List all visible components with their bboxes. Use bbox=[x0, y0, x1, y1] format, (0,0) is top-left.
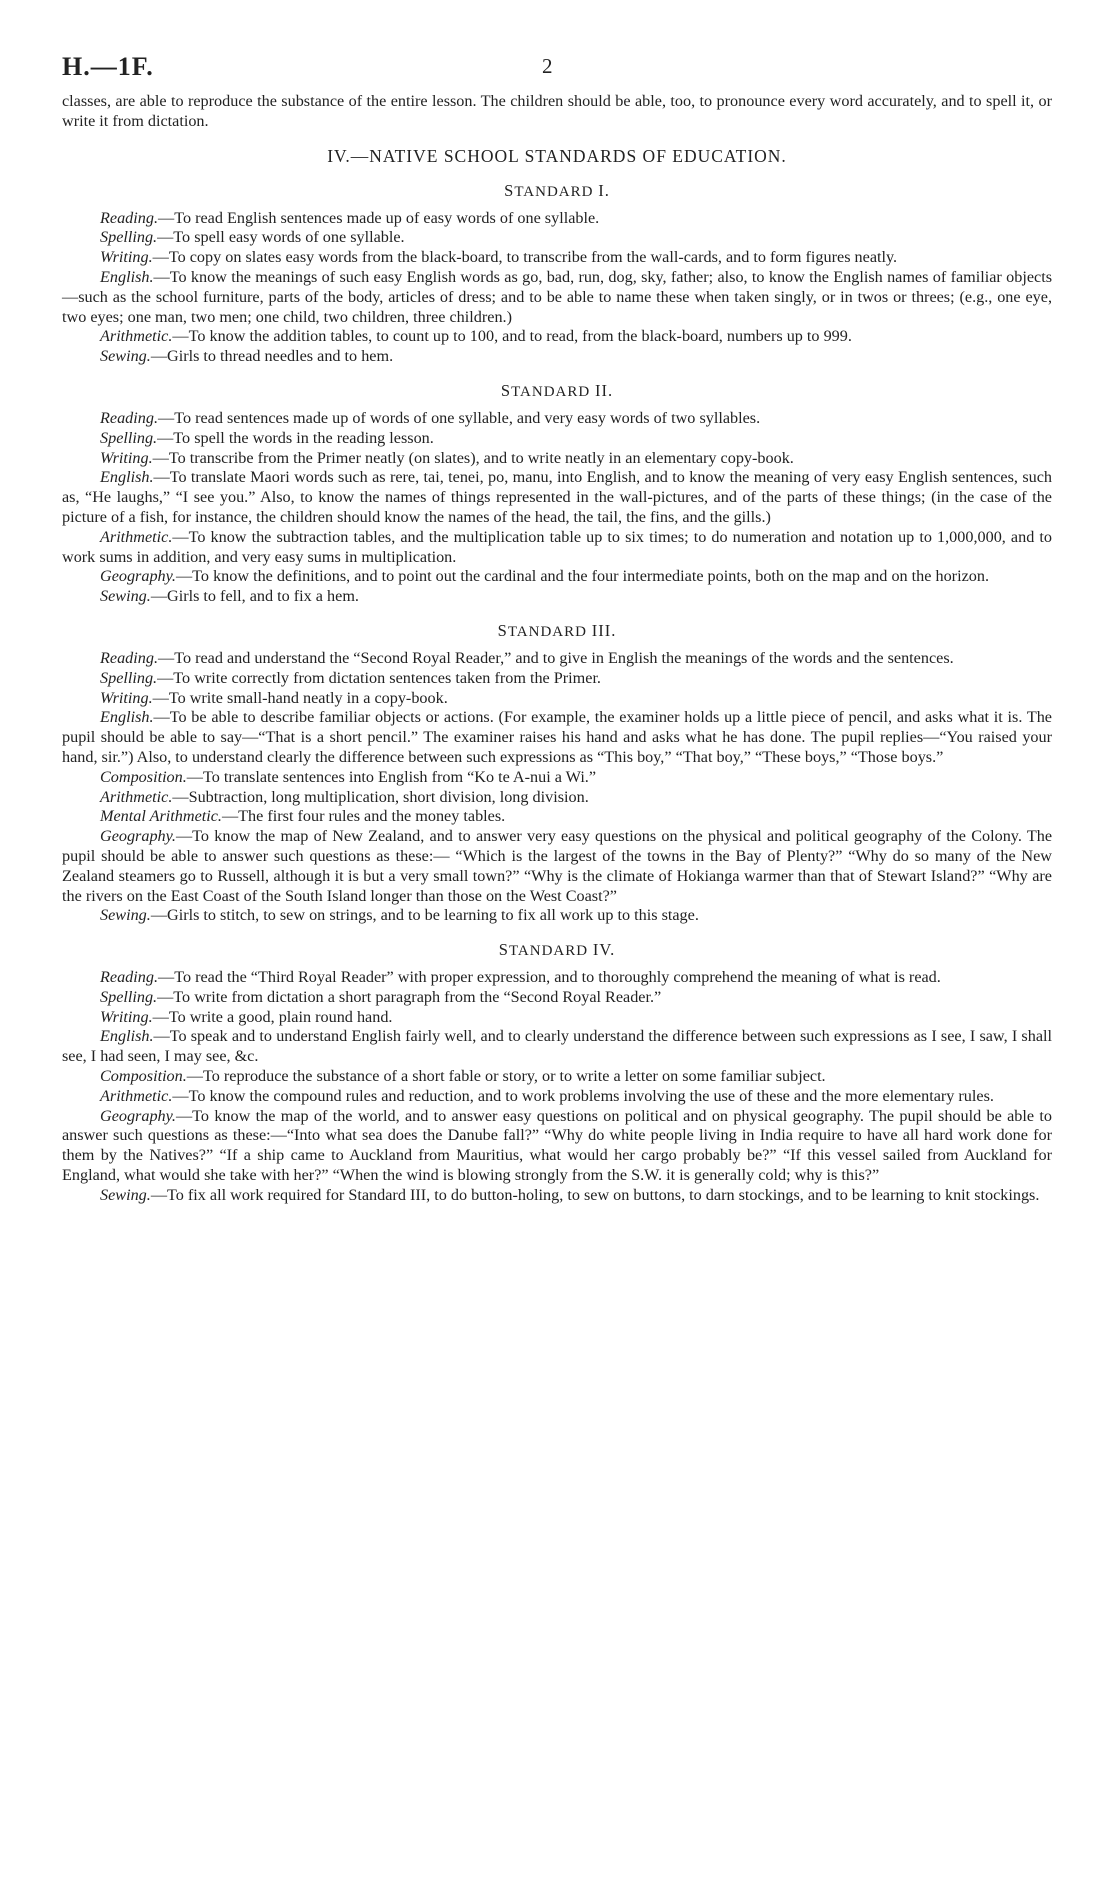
subject-label: English. bbox=[100, 708, 154, 727]
subject-label: Sewing. bbox=[100, 1185, 151, 1204]
subject-label: Writing. bbox=[100, 688, 153, 707]
subject-label: Geography. bbox=[100, 567, 176, 586]
standard-section bbox=[62, 381, 1052, 607]
requirement-text: —To know the compound rules and reduction, and to work problems involving the use of these and the more elementary rules. bbox=[172, 1086, 994, 1105]
requirement-paragraph bbox=[62, 708, 1052, 767]
requirement-paragraph bbox=[62, 468, 1052, 527]
requirement-text: —To know the meanings of such easy English words as go, bad, run, dog, sky, father; also, to know the English names of familiar objects—such as the school furniture, parts of the body, articles of dress; and to be able to name these when taken singly, or in twos or threes; (e.g., one eye, two eyes; one man, two men; one child, two children, three children.) bbox=[62, 267, 1052, 326]
subject-label: Writing. bbox=[100, 1007, 153, 1026]
requirement-text: —To know the addition tables, to count up to 100, and to read, from the black-board, numbers up to 999. bbox=[172, 327, 852, 346]
requirement-paragraph bbox=[62, 768, 1052, 788]
standard-section bbox=[62, 181, 1052, 367]
subject-label: Reading. bbox=[100, 408, 158, 427]
requirement-paragraph bbox=[62, 1067, 1052, 1087]
subject-label: Sewing. bbox=[100, 587, 151, 606]
subject-label: Sewing. bbox=[100, 347, 151, 366]
requirement-paragraph bbox=[62, 429, 1052, 449]
standard-heading: STANDARD II. bbox=[500, 380, 614, 400]
requirement-text: —To reproduce the substance of a short fable or story, or to write a letter on some familiar subject. bbox=[186, 1067, 826, 1086]
subject-label: Spelling. bbox=[100, 228, 158, 247]
requirement-paragraph bbox=[62, 988, 1052, 1008]
requirement-paragraph bbox=[62, 248, 1052, 268]
requirement-text: —To read English sentences made up of easy words of one syllable. bbox=[158, 208, 600, 227]
requirement-paragraph bbox=[62, 327, 1052, 347]
subject-label: Geography. bbox=[100, 1106, 176, 1125]
requirement-paragraph bbox=[62, 587, 1052, 607]
requirement-text: —To read and understand the “Second Royal Reader,” and to give in English the meanings of the words and the sentences. bbox=[158, 648, 954, 667]
subject-label: Spelling. bbox=[100, 428, 158, 447]
subject-label: Geography. bbox=[100, 827, 176, 846]
subject-label: Writing. bbox=[100, 448, 153, 467]
subject-label: Arithmetic. bbox=[100, 527, 173, 546]
subject-label: Mental Arithmetic. bbox=[100, 807, 222, 826]
document-reference: H.—1F. bbox=[62, 52, 154, 81]
subject-label: Reading. bbox=[100, 648, 158, 667]
page-number: 2 bbox=[542, 54, 553, 78]
subject-label: Reading. bbox=[100, 968, 158, 987]
subject-label: English. bbox=[100, 1027, 154, 1046]
standard-section bbox=[62, 940, 1052, 1206]
requirement-text: —To write from dictation a short paragraph from the “Second Royal Reader.” bbox=[157, 987, 662, 1006]
subject-label: Spelling. bbox=[100, 987, 158, 1006]
subject-label: Arithmetic. bbox=[100, 1086, 173, 1105]
running-header bbox=[62, 52, 1052, 92]
requirement-text: —Subtraction, long multiplication, short division, long division. bbox=[172, 787, 589, 806]
requirement-paragraph bbox=[62, 228, 1052, 248]
requirement-text: —To read the “Third Royal Reader” with proper expression, and to thoroughly comprehend the meaning of what is read. bbox=[158, 968, 941, 987]
standard-section bbox=[62, 621, 1052, 926]
requirement-paragraph bbox=[62, 1186, 1052, 1206]
requirement-text: —The first four rules and the money tables. bbox=[221, 807, 506, 826]
requirement-text: —To translate sentences into English from “Ko te A-nui a Wi.” bbox=[186, 767, 597, 786]
document-page bbox=[62, 52, 1052, 1206]
subject-label: Composition. bbox=[100, 767, 187, 786]
requirement-text: —To write correctly from dictation sentences taken from the Primer. bbox=[157, 668, 601, 687]
requirement-paragraph bbox=[62, 209, 1052, 229]
requirement-paragraph bbox=[62, 1107, 1052, 1186]
requirement-text: —To know the map of New Zealand, and to answer very easy questions on the physical and political geography of the Colony. The pupil should be able to answer such questions as these:— “Which is the largest of the towns in the Bay of Plenty?” “Why do so many of the New Zealand steamers go to Russell, although it is but a very small town?” “Why is the climate of Hokianga warmer than that of Stewart Island?” “Why are the rivers on the East Coast of the South Island longer than those on the West Coast?” bbox=[62, 827, 1052, 905]
requirement-text: —To know the subtraction tables, and the multiplication table up to six times; to do numeration and notation up to 1,000,000, and to work sums in addition, and very easy sums in multiplication. bbox=[62, 527, 1052, 566]
requirement-text: —To know the definitions, and to point out the cardinal and the four intermediate points, both on the map and on the horizon. bbox=[175, 567, 989, 586]
requirement-paragraph bbox=[62, 409, 1052, 429]
requirement-text: —To translate Maori words such as rere, tai, tenei, po, manu, into English, and to know the meaning of very easy English sentences, such as, “He laughs,” “I see you.” Also, to know the names of things represented in the wall-pictures, and of the parts of these things; (in the case of the picture of a fish, for instance, the children should know the names of the head, the tail, the fins, and the gills.) bbox=[62, 468, 1052, 526]
requirement-paragraph bbox=[62, 567, 1052, 587]
requirement-paragraph bbox=[62, 1027, 1052, 1067]
requirement-text: —Girls to fell, and to fix a hem. bbox=[150, 587, 359, 606]
requirement-paragraph bbox=[62, 528, 1052, 568]
requirement-text: —To speak and to understand English fairly well, and to clearly understand the difference between such expressions as I see, I saw, I shall see, I had seen, I may see, &c. bbox=[62, 1027, 1052, 1066]
standard-heading: STANDARD III. bbox=[497, 620, 617, 640]
requirement-text: —To fix all work required for Standard III, to do button-holing, to sew on buttons, to darn stockings, and to be learning to knit stockings. bbox=[150, 1185, 1040, 1204]
requirement-paragraph bbox=[62, 807, 1052, 827]
requirement-text: —To spell the words in the reading lesson. bbox=[157, 428, 434, 447]
requirement-paragraph bbox=[62, 649, 1052, 669]
subject-label: Reading. bbox=[100, 208, 158, 227]
requirement-text: —To write a good, plain round hand. bbox=[152, 1007, 393, 1026]
subject-label: Arithmetic. bbox=[100, 327, 173, 346]
requirement-paragraph bbox=[62, 669, 1052, 689]
subject-label: Sewing. bbox=[100, 906, 151, 925]
subject-label: Writing. bbox=[100, 248, 153, 267]
requirement-text: —To write small-hand neatly in a copy-book. bbox=[152, 688, 448, 707]
standard-heading: STANDARD I. bbox=[504, 180, 610, 200]
requirement-paragraph bbox=[62, 788, 1052, 808]
requirement-paragraph bbox=[62, 906, 1052, 926]
requirement-paragraph bbox=[62, 689, 1052, 709]
standard-heading: STANDARD IV. bbox=[498, 940, 616, 960]
requirement-paragraph bbox=[62, 827, 1052, 906]
requirement-text: —To spell easy words of one syllable. bbox=[157, 228, 405, 247]
requirement-text: —Girls to thread needles and to hem. bbox=[150, 347, 394, 366]
subject-label: Arithmetic. bbox=[100, 787, 173, 806]
requirement-paragraph bbox=[62, 968, 1052, 988]
section-title: IV.—NATIVE SCHOOL STANDARDS OF EDUCATION. bbox=[327, 145, 787, 166]
requirement-text: —To read sentences made up of words of one syllable, and very easy words of two syllables. bbox=[158, 408, 761, 427]
standards-list bbox=[62, 181, 1052, 1206]
requirement-text: —To copy on slates easy words from the black-board, to transcribe from the wall-cards, and to form figures neatly. bbox=[152, 248, 898, 267]
requirement-paragraph bbox=[62, 1008, 1052, 1028]
requirement-paragraph bbox=[62, 1087, 1052, 1107]
requirement-text: —To transcribe from the Primer neatly (on slates), and to write neatly in an elementary copy-book. bbox=[152, 448, 794, 467]
requirement-paragraph bbox=[62, 347, 1052, 367]
subject-label: English. bbox=[100, 267, 154, 286]
requirement-paragraph bbox=[62, 449, 1052, 469]
subject-label: Spelling. bbox=[100, 668, 158, 687]
requirement-text: —Girls to stitch, to sew on strings, and to be learning to fix all work up to this stage. bbox=[150, 906, 699, 925]
requirement-text: —To know the map of the world, and to answer easy questions on political and on physical geography. The pupil should be able to answer such questions as these:—“Into what sea does the Danube fall?” “Why do white people living in India require to have all hard work done for them by the Natives?” “If a ship came to Auckland from Mauritius, what would her cargo probably be?” “If this vessel sailed from Auckland for England, what would she take with her?” “When the wind is blowing strongly from the S.W. it is generally cold; why is this?” bbox=[62, 1106, 1052, 1185]
requirement-text: —To be able to describe familiar objects or actions. (For example, the examiner holds up a little piece of pencil, and asks what it is. The pupil should be able to say—“That is a short pencil.” The examiner raises his hand and asks what he has done. The pupil replies—“You raised your hand, sir.”) Also, to understand clearly the difference between such expressions as “This boy,” “That boy,” “These boys,” “Those boys.” bbox=[62, 708, 1052, 766]
subject-label: Composition. bbox=[100, 1067, 187, 1086]
subject-label: English. bbox=[100, 468, 154, 487]
requirement-paragraph bbox=[62, 268, 1052, 327]
intro-paragraph: classes, are able to reproduce the substance of the entire lesson. The children should be able, too, to pronounce every word accurately, and to spell it, or write it from dictation. bbox=[62, 92, 1052, 130]
